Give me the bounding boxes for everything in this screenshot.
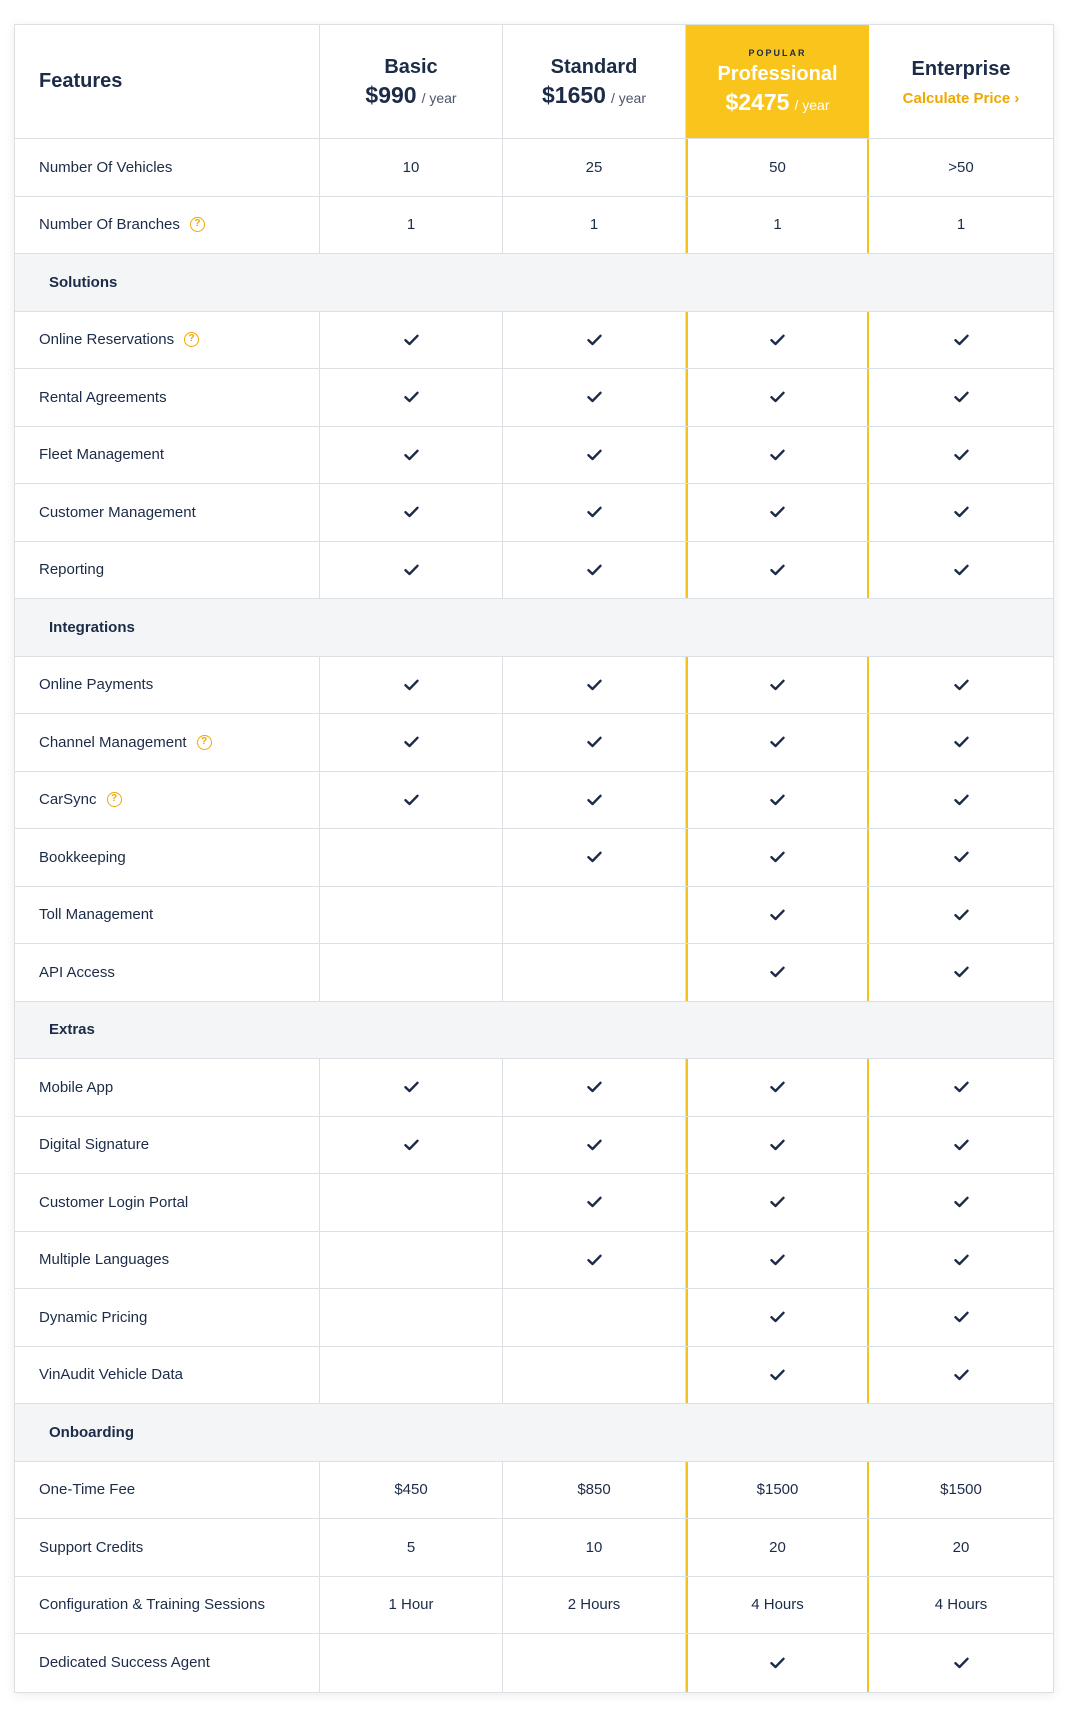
feature-cell bbox=[15, 714, 320, 771]
feature-label: Support Credits bbox=[39, 1538, 144, 1556]
feature-cell bbox=[15, 542, 320, 599]
value-cell bbox=[869, 1174, 1053, 1231]
value-cell bbox=[503, 1347, 686, 1404]
feature-label: VinAudit Vehicle Data bbox=[39, 1366, 183, 1384]
check-icon bbox=[587, 334, 602, 346]
value-cell bbox=[320, 944, 503, 1001]
value-text: 1 Hour bbox=[388, 1596, 434, 1614]
feature-label: Mobile App bbox=[39, 1078, 114, 1096]
value-cell bbox=[686, 542, 869, 599]
value-cell bbox=[320, 772, 503, 829]
section-row bbox=[15, 599, 1053, 657]
value-cell bbox=[320, 1577, 503, 1634]
check-icon bbox=[587, 1081, 602, 1093]
value-text: $850 bbox=[577, 1481, 611, 1499]
value-cell bbox=[503, 944, 686, 1001]
value-cell bbox=[503, 139, 686, 196]
table-row bbox=[15, 369, 1053, 427]
check-icon bbox=[770, 449, 785, 461]
value-cell bbox=[686, 1117, 869, 1174]
value-cell bbox=[686, 369, 869, 426]
check-icon bbox=[770, 909, 785, 921]
value-cell bbox=[320, 1059, 503, 1116]
price-period: / year bbox=[421, 90, 457, 106]
table-row bbox=[15, 1347, 1053, 1405]
value-cell bbox=[686, 197, 869, 254]
plan-name: Enterprise bbox=[911, 58, 1011, 80]
feature-cell bbox=[15, 1347, 320, 1404]
value-cell bbox=[869, 197, 1053, 254]
feature-cell bbox=[15, 887, 320, 944]
feature-label: Customer Management bbox=[39, 503, 196, 521]
feature-cell bbox=[15, 1174, 320, 1231]
value-text: 4 Hours bbox=[751, 1596, 804, 1614]
plan-standard-header bbox=[503, 25, 686, 138]
value-text: 25 bbox=[585, 158, 603, 176]
value-cell bbox=[320, 1174, 503, 1231]
value-cell bbox=[320, 657, 503, 714]
plan-price: $2475 bbox=[725, 88, 790, 115]
check-icon bbox=[954, 1369, 969, 1381]
value-cell bbox=[686, 1519, 869, 1576]
check-icon bbox=[404, 679, 419, 691]
value-cell bbox=[503, 829, 686, 886]
value-cell bbox=[320, 1462, 503, 1519]
value-cell bbox=[686, 427, 869, 484]
check-icon bbox=[954, 1311, 969, 1323]
check-icon bbox=[770, 334, 785, 346]
check-icon bbox=[954, 1254, 969, 1266]
feature-label: CarSync bbox=[39, 791, 97, 809]
value-cell bbox=[320, 427, 503, 484]
check-icon bbox=[587, 1196, 602, 1208]
table-row bbox=[15, 1577, 1053, 1635]
check-icon bbox=[954, 449, 969, 461]
check-icon bbox=[770, 1196, 785, 1208]
value-cell bbox=[869, 312, 1053, 369]
value-text: 1 bbox=[956, 216, 966, 234]
value-cell bbox=[503, 427, 686, 484]
price-line bbox=[542, 82, 646, 109]
section-title: Onboarding bbox=[15, 1404, 1053, 1461]
value-cell bbox=[686, 1634, 869, 1692]
check-icon bbox=[954, 1196, 969, 1208]
check-icon bbox=[954, 851, 969, 863]
features-header: Features bbox=[15, 25, 320, 138]
value-cell bbox=[686, 944, 869, 1001]
section-title: Extras bbox=[15, 1002, 1053, 1059]
value-cell bbox=[869, 1634, 1053, 1692]
value-cell bbox=[503, 1289, 686, 1346]
section-title: Integrations bbox=[15, 599, 1053, 656]
value-cell bbox=[503, 772, 686, 829]
value-text: 1 bbox=[589, 216, 599, 234]
feature-label: One-Time Fee bbox=[39, 1481, 136, 1499]
check-icon bbox=[770, 851, 785, 863]
help-icon[interactable]: ? bbox=[184, 332, 199, 347]
value-text: >50 bbox=[948, 158, 974, 176]
section-title: Solutions bbox=[15, 254, 1053, 311]
value-cell bbox=[869, 887, 1053, 944]
check-icon bbox=[954, 909, 969, 921]
feature-label: Multiple Languages bbox=[39, 1251, 170, 1269]
value-cell bbox=[686, 1059, 869, 1116]
value-text: 20 bbox=[769, 1538, 786, 1556]
feature-label: Online Payments bbox=[39, 676, 154, 694]
check-icon bbox=[770, 1657, 785, 1669]
value-cell bbox=[503, 312, 686, 369]
feature-label: Online Reservations bbox=[39, 331, 175, 349]
feature-label: Configuration & Training Sessions bbox=[39, 1596, 265, 1614]
value-cell bbox=[869, 1117, 1053, 1174]
value-cell bbox=[503, 369, 686, 426]
table-row bbox=[15, 1174, 1053, 1232]
feature-cell bbox=[15, 484, 320, 541]
feature-label: Reporting bbox=[39, 561, 105, 579]
value-text: $1500 bbox=[940, 1481, 982, 1499]
feature-cell bbox=[15, 369, 320, 426]
value-text: 1 bbox=[406, 216, 416, 234]
table-row bbox=[15, 1519, 1053, 1577]
table-row bbox=[15, 772, 1053, 830]
value-cell bbox=[320, 1519, 503, 1576]
check-icon bbox=[954, 391, 969, 403]
table-row bbox=[15, 1059, 1053, 1117]
check-icon bbox=[404, 794, 419, 806]
value-cell bbox=[686, 484, 869, 541]
value-cell bbox=[869, 1232, 1053, 1289]
check-icon bbox=[954, 506, 969, 518]
plan-name: Basic bbox=[384, 56, 438, 78]
feature-cell bbox=[15, 829, 320, 886]
value-cell bbox=[686, 1347, 869, 1404]
feature-label: Dedicated Success Agent bbox=[39, 1654, 210, 1672]
feature-label: Digital Signature bbox=[39, 1136, 150, 1154]
value-text: 20 bbox=[952, 1538, 970, 1556]
feature-cell bbox=[15, 1577, 320, 1634]
feature-label: Fleet Management bbox=[39, 446, 165, 464]
check-icon bbox=[954, 794, 969, 806]
feature-cell bbox=[15, 772, 320, 829]
table-row bbox=[15, 312, 1053, 370]
check-icon bbox=[587, 391, 602, 403]
value-cell bbox=[320, 1347, 503, 1404]
value-cell bbox=[320, 1232, 503, 1289]
check-icon bbox=[404, 391, 419, 403]
check-icon bbox=[587, 1139, 602, 1151]
value-cell bbox=[686, 887, 869, 944]
plan-name: Standard bbox=[550, 56, 638, 78]
value-cell bbox=[320, 1289, 503, 1346]
value-cell bbox=[869, 1519, 1053, 1576]
feature-cell bbox=[15, 1634, 320, 1692]
check-icon bbox=[404, 334, 419, 346]
check-icon bbox=[770, 564, 785, 576]
check-icon bbox=[954, 1139, 969, 1151]
value-cell bbox=[869, 944, 1053, 1001]
value-text: 10 bbox=[402, 158, 420, 176]
table-row bbox=[15, 944, 1053, 1002]
value-cell bbox=[869, 1289, 1053, 1346]
value-cell bbox=[686, 1577, 869, 1634]
check-icon bbox=[404, 1081, 419, 1093]
value-text: 5 bbox=[406, 1538, 416, 1556]
plan-enterprise-header bbox=[869, 25, 1053, 138]
value-cell bbox=[320, 1634, 503, 1692]
check-icon bbox=[770, 1081, 785, 1093]
feature-cell bbox=[15, 1462, 320, 1519]
check-icon bbox=[587, 1254, 602, 1266]
feature-label: Customer Login Portal bbox=[39, 1193, 189, 1211]
feature-label: Number Of Vehicles bbox=[39, 158, 173, 176]
header-row bbox=[15, 25, 1053, 139]
value-cell bbox=[320, 887, 503, 944]
value-cell bbox=[686, 772, 869, 829]
feature-cell bbox=[15, 1519, 320, 1576]
value-cell bbox=[320, 542, 503, 599]
value-cell bbox=[869, 427, 1053, 484]
plan-basic-header bbox=[320, 25, 503, 138]
value-cell bbox=[869, 484, 1053, 541]
check-icon bbox=[404, 1139, 419, 1151]
feature-cell bbox=[15, 944, 320, 1001]
feature-label: Number Of Branches bbox=[39, 216, 180, 234]
check-icon bbox=[770, 391, 785, 403]
plan-price: $1650 bbox=[542, 82, 606, 108]
value-cell bbox=[869, 1347, 1053, 1404]
plan-professional-header bbox=[686, 25, 869, 138]
value-text: $1500 bbox=[756, 1481, 799, 1499]
value-cell bbox=[320, 714, 503, 771]
value-cell bbox=[869, 829, 1053, 886]
price-line bbox=[365, 82, 456, 109]
help-icon[interactable]: ? bbox=[190, 217, 205, 232]
table-row bbox=[15, 829, 1053, 887]
price-line bbox=[726, 89, 830, 116]
value-cell bbox=[503, 484, 686, 541]
section-row bbox=[15, 1404, 1053, 1462]
pricing-table bbox=[14, 24, 1054, 1693]
value-cell bbox=[503, 1117, 686, 1174]
feature-cell bbox=[15, 427, 320, 484]
value-cell bbox=[503, 1462, 686, 1519]
check-icon bbox=[954, 1657, 969, 1669]
value-cell bbox=[503, 714, 686, 771]
check-icon bbox=[587, 679, 602, 691]
value-text: 1 bbox=[773, 216, 782, 234]
check-icon bbox=[770, 679, 785, 691]
value-cell bbox=[869, 1059, 1053, 1116]
check-icon bbox=[954, 564, 969, 576]
value-cell bbox=[686, 1462, 869, 1519]
value-cell bbox=[503, 1174, 686, 1231]
check-icon bbox=[404, 506, 419, 518]
value-text: 10 bbox=[585, 1538, 603, 1556]
feature-label: Channel Management bbox=[39, 733, 187, 751]
check-icon bbox=[404, 449, 419, 461]
check-icon bbox=[954, 679, 969, 691]
check-icon bbox=[587, 794, 602, 806]
check-icon bbox=[770, 794, 785, 806]
check-icon bbox=[954, 334, 969, 346]
feature-cell bbox=[15, 657, 320, 714]
value-cell bbox=[503, 197, 686, 254]
value-cell bbox=[869, 714, 1053, 771]
value-cell bbox=[503, 1577, 686, 1634]
table-row bbox=[15, 1117, 1053, 1175]
check-icon bbox=[587, 506, 602, 518]
feature-cell bbox=[15, 1117, 320, 1174]
value-cell bbox=[320, 1117, 503, 1174]
value-cell bbox=[320, 139, 503, 196]
value-cell bbox=[686, 1174, 869, 1231]
value-cell bbox=[686, 829, 869, 886]
check-icon bbox=[587, 564, 602, 576]
feature-label: Dynamic Pricing bbox=[39, 1308, 148, 1326]
table-row bbox=[15, 427, 1053, 485]
feature-cell bbox=[15, 1289, 320, 1346]
check-icon bbox=[954, 966, 969, 978]
price-period: / year bbox=[794, 96, 830, 113]
value-cell bbox=[686, 312, 869, 369]
table-row bbox=[15, 1462, 1053, 1520]
table-row bbox=[15, 657, 1053, 715]
value-cell bbox=[869, 657, 1053, 714]
value-cell bbox=[503, 657, 686, 714]
check-icon bbox=[770, 1139, 785, 1151]
table-row bbox=[15, 197, 1053, 255]
check-icon bbox=[770, 1369, 785, 1381]
check-icon bbox=[770, 1311, 785, 1323]
check-icon bbox=[404, 564, 419, 576]
value-cell bbox=[869, 139, 1053, 196]
value-text: $450 bbox=[394, 1481, 428, 1499]
value-cell bbox=[320, 197, 503, 254]
value-cell bbox=[503, 1519, 686, 1576]
value-cell bbox=[869, 1577, 1053, 1634]
table-row bbox=[15, 887, 1053, 945]
feature-cell bbox=[15, 1059, 320, 1116]
value-text: 2 Hours bbox=[567, 1596, 621, 1614]
value-cell bbox=[503, 1634, 686, 1692]
check-icon bbox=[770, 736, 785, 748]
price-period: / year bbox=[610, 90, 646, 106]
calculate-price-link[interactable]: Calculate Price › bbox=[902, 90, 1020, 107]
plan-price: $990 bbox=[365, 82, 417, 108]
section-row bbox=[15, 254, 1053, 312]
value-cell bbox=[869, 772, 1053, 829]
value-cell bbox=[686, 1232, 869, 1289]
value-cell bbox=[503, 1059, 686, 1116]
value-cell bbox=[320, 829, 503, 886]
feature-cell bbox=[15, 139, 320, 196]
check-icon bbox=[587, 736, 602, 748]
check-icon bbox=[770, 966, 785, 978]
value-cell bbox=[686, 714, 869, 771]
check-icon bbox=[404, 736, 419, 748]
feature-cell bbox=[15, 197, 320, 254]
feature-label: Rental Agreements bbox=[39, 388, 167, 406]
value-cell bbox=[320, 369, 503, 426]
feature-cell bbox=[15, 312, 320, 369]
table-row bbox=[15, 139, 1053, 197]
value-cell bbox=[320, 312, 503, 369]
table-row bbox=[15, 714, 1053, 772]
value-cell bbox=[869, 542, 1053, 599]
value-cell bbox=[503, 1232, 686, 1289]
value-cell bbox=[686, 139, 869, 196]
value-cell bbox=[320, 484, 503, 541]
table-body bbox=[15, 139, 1053, 1692]
check-icon bbox=[587, 449, 602, 461]
table-row bbox=[15, 1634, 1053, 1692]
help-icon[interactable]: ? bbox=[197, 735, 212, 750]
section-row bbox=[15, 1002, 1053, 1060]
value-cell bbox=[503, 887, 686, 944]
table-row bbox=[15, 1289, 1053, 1347]
feature-cell bbox=[15, 1232, 320, 1289]
check-icon bbox=[954, 736, 969, 748]
value-cell bbox=[686, 1289, 869, 1346]
check-icon bbox=[770, 1254, 785, 1266]
value-text: 4 Hours bbox=[934, 1596, 988, 1614]
check-icon bbox=[954, 1081, 969, 1093]
value-cell bbox=[869, 1462, 1053, 1519]
table-row bbox=[15, 484, 1053, 542]
value-cell bbox=[686, 657, 869, 714]
value-cell bbox=[503, 542, 686, 599]
popular-badge: POPULAR bbox=[748, 47, 807, 58]
table-row bbox=[15, 1232, 1053, 1290]
feature-label: Bookkeeping bbox=[39, 848, 126, 866]
check-icon bbox=[587, 851, 602, 863]
value-text: 50 bbox=[769, 158, 786, 176]
table-row bbox=[15, 542, 1053, 600]
plan-name: Professional bbox=[717, 62, 838, 85]
feature-label: API Access bbox=[39, 963, 115, 981]
feature-label: Toll Management bbox=[39, 906, 154, 924]
value-cell bbox=[869, 369, 1053, 426]
check-icon bbox=[770, 506, 785, 518]
help-icon[interactable]: ? bbox=[107, 792, 122, 807]
